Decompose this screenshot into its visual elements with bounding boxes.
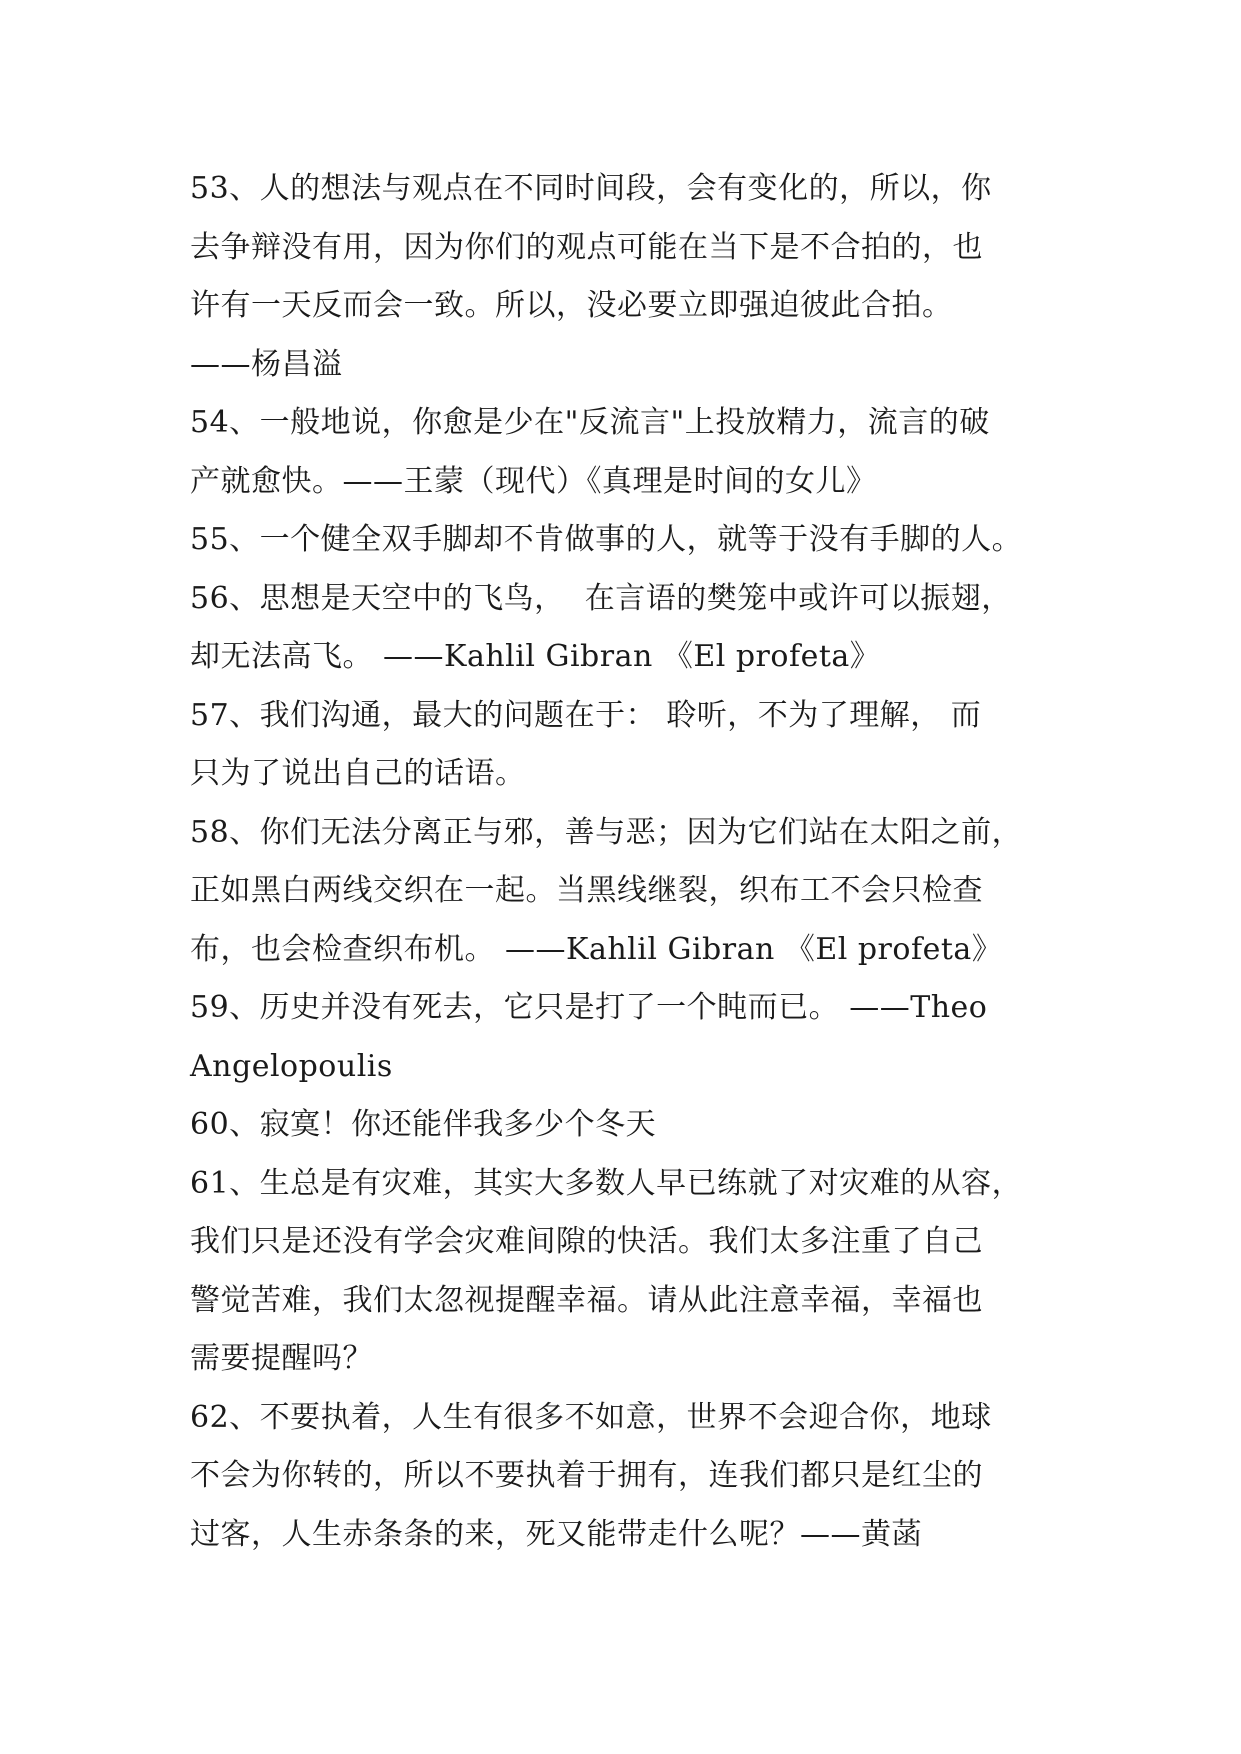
- text-line: 不会为你转的，所以不要执着于拥有，连我们都只是红尘的: [190, 1458, 983, 1493]
- text-line: 57、我们沟通，最大的问题在于： 聆听，不为了理解， 而: [190, 697, 982, 733]
- text-line: 60、寂寞！你还能伴我多少个冬天: [190, 1107, 657, 1142]
- text-line: 59、历史并没有死去，它只是打了一个盹而已。 ——Theo: [190, 990, 988, 1025]
- text-line: ——杨昌溢: [190, 346, 343, 382]
- text-line: 正如黑白两线交织在一起。当黑线继裂，织布工不会只检查: [190, 873, 983, 908]
- text-line: 许有一天反而会一致。所以，没必要立即强迫彼此合拍。: [190, 288, 953, 323]
- text-line: 布，也会检查织布机。 ——Kahlil Gibran 《El profeta》: [190, 931, 1003, 967]
- text-line: 需要提醒吗？: [190, 1341, 373, 1376]
- text-line: 产就愈快。——王蒙（现代）《真理是时间的女儿》: [190, 463, 877, 499]
- text-line: 却无法高飞。 ——Kahlil Gibran 《El profeta》: [190, 639, 881, 674]
- text-line: 过客，人生赤条条的来，死又能带走什么呢？——黄菡: [190, 1516, 922, 1552]
- quote-text-block: [190, 160, 1080, 1564]
- text-line: 62、不要执着，人生有很多不如意，世界不会迎合你，地球: [190, 1399, 992, 1435]
- text-line: 警觉苦难，我们太忽视提醒幸福。请从此注意幸福，幸福也: [190, 1282, 983, 1318]
- text-line: Angelopoulis: [190, 1048, 393, 1084]
- text-line: 56、思想是天空中的飞鸟， 在言语的樊笼中或许可以振翅，: [190, 580, 1012, 616]
- text-line: 去争辩没有用，因为你们的观点可能在当下是不合拍的，也: [190, 229, 983, 265]
- text-line: 55、一个健全双手脚却不肯做事的人，就等于没有手脚的人。: [190, 522, 1023, 557]
- text-line: 我们只是还没有学会灾难间隙的快活。我们太多注重了自己: [190, 1224, 983, 1259]
- text-line: 只为了说出自己的话语。: [190, 756, 526, 791]
- text-line: 54、一般地说，你愈是少在"反流言"上投放精力，流言的破: [190, 405, 990, 440]
- text-line: 53、人的想法与观点在不同时间段，会有变化的，所以，你: [190, 171, 992, 206]
- text-line: 61、生总是有灾难，其实大多数人早已练就了对灾难的从容，: [190, 1165, 1023, 1201]
- text-line: 58、你们无法分离正与邪，善与恶；因为它们站在太阳之前，: [190, 814, 1023, 850]
